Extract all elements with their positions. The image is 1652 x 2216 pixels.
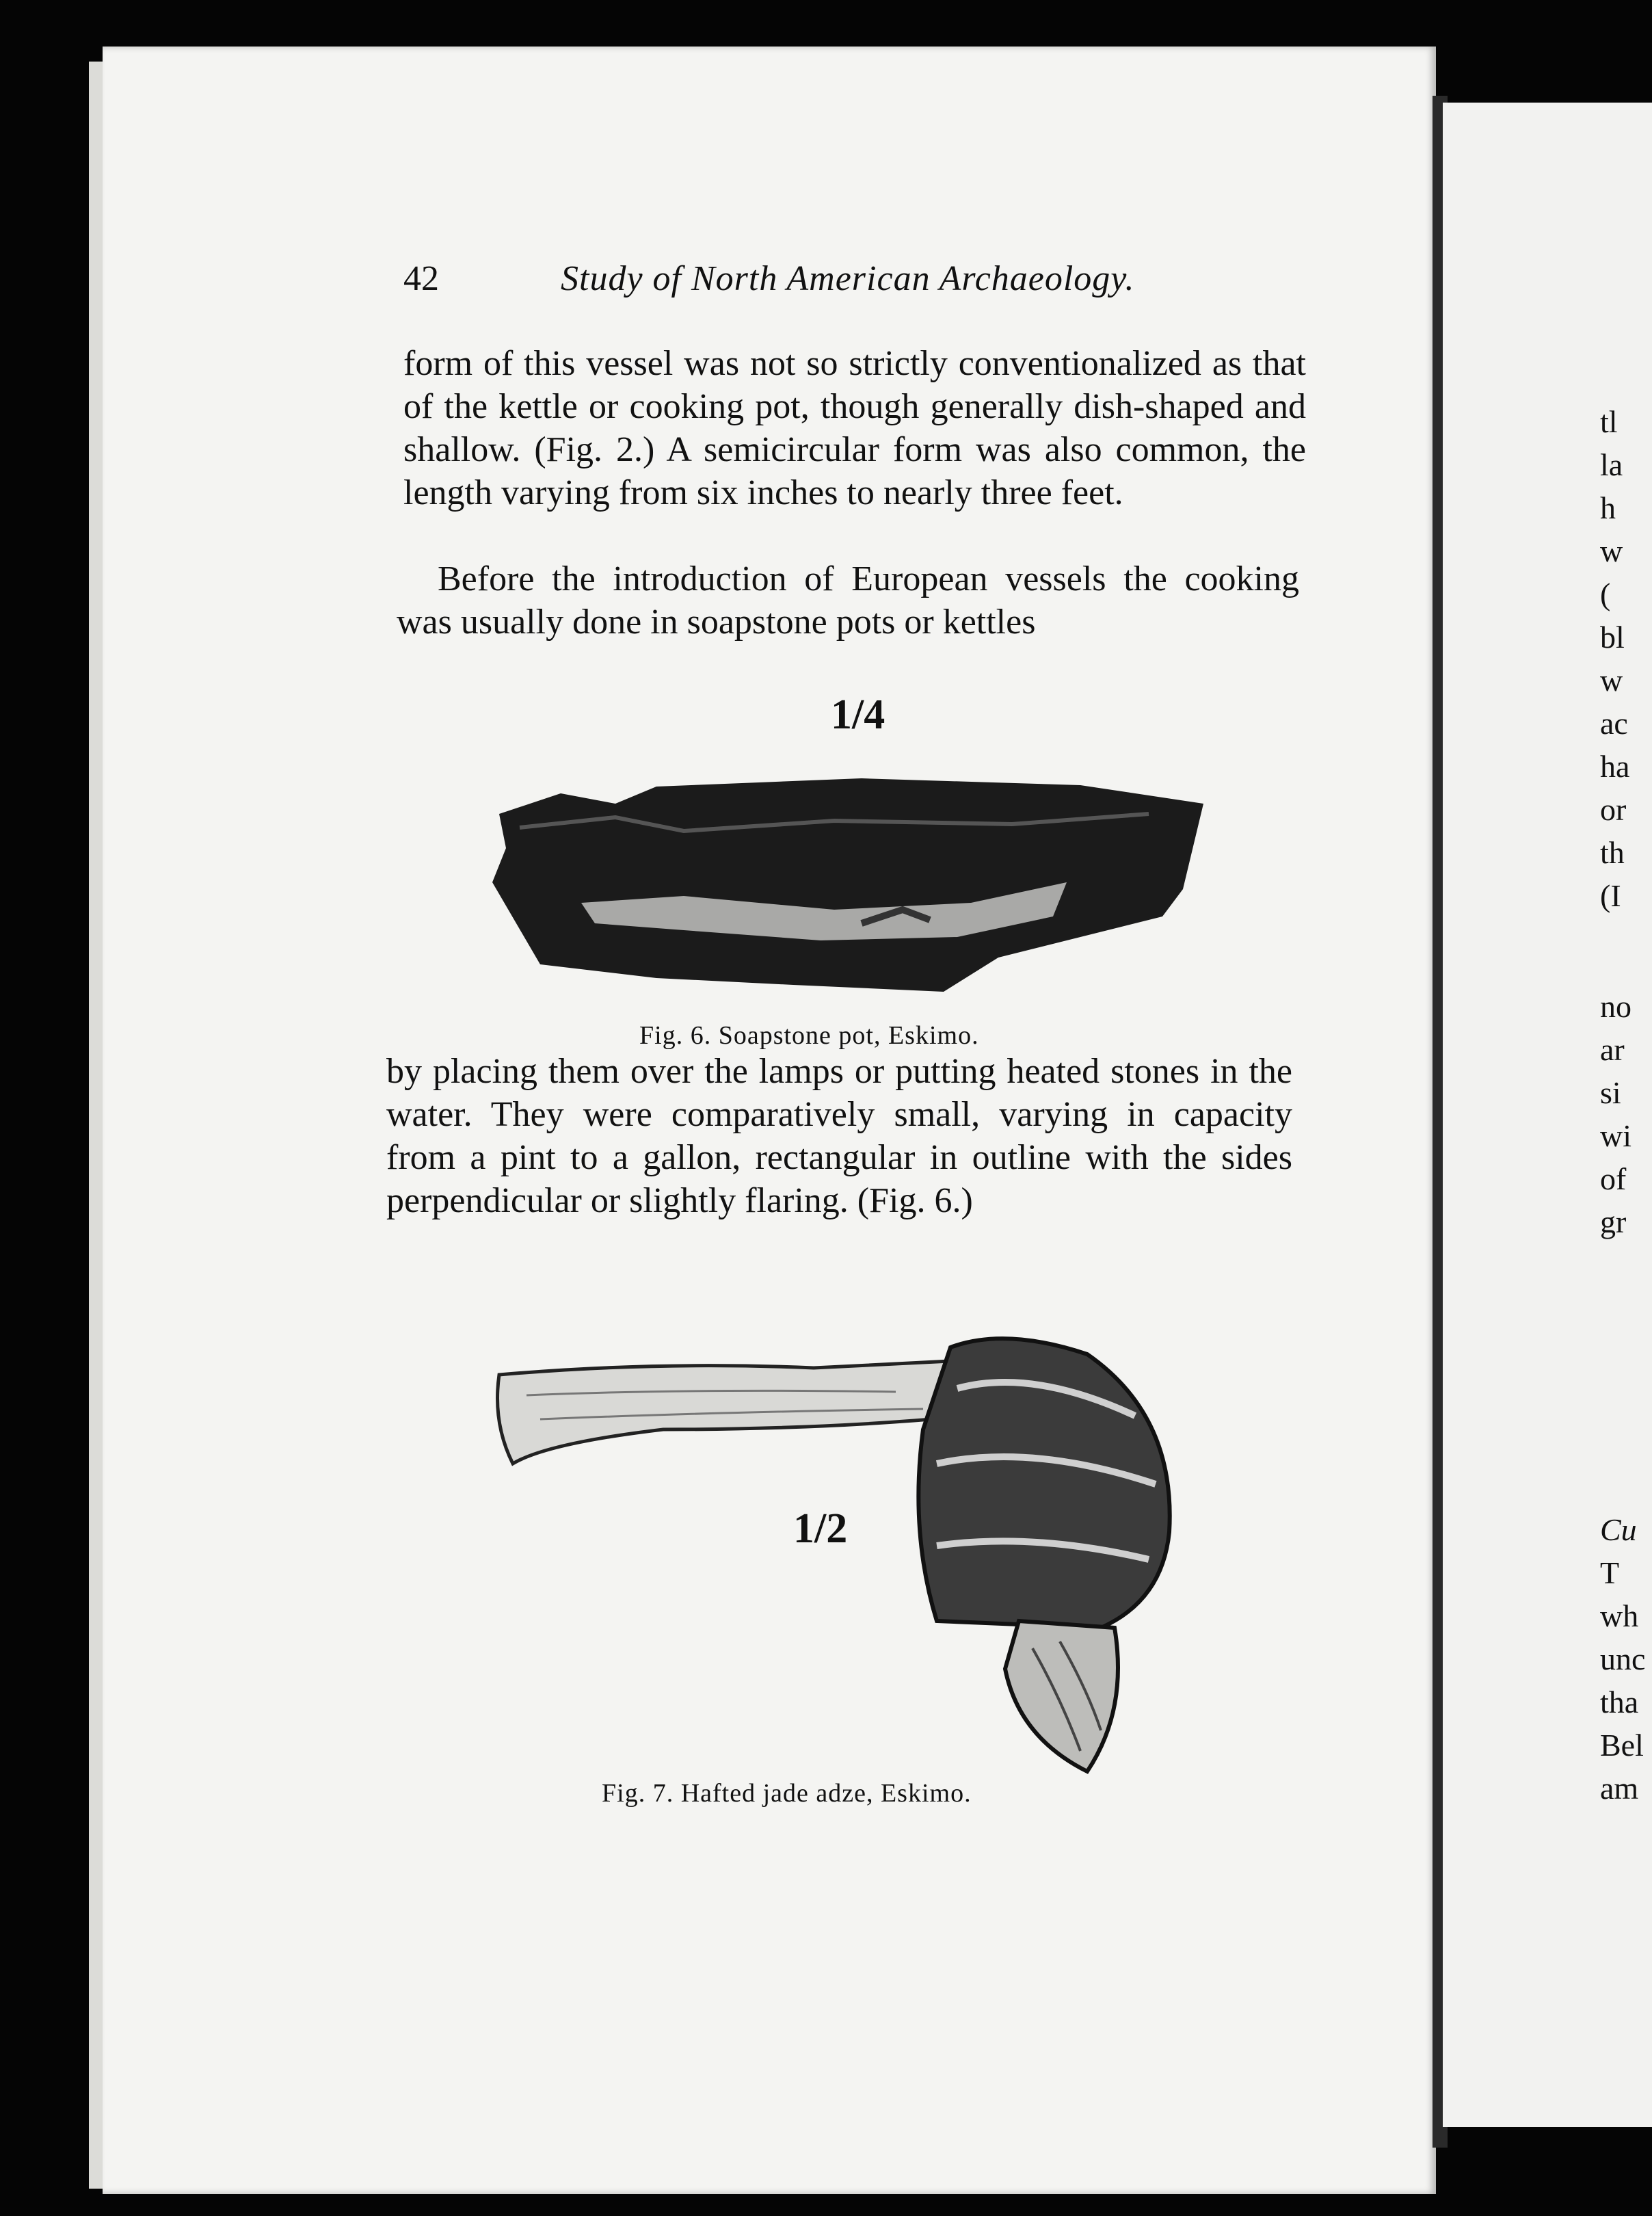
figure-caption: Fig. 6. Soapstone pot, Eskimo. (639, 1021, 979, 1050)
scale-label: 1/2 (793, 1505, 848, 1552)
right-page-text-lines: T wh unc tha Bel am (1600, 1555, 1646, 1806)
scale-label: 1/4 (831, 691, 885, 738)
right-page-text-fragment: no ar si wi of gr (1600, 989, 1631, 1239)
running-title: Study of North American Archaeology. (561, 259, 1135, 298)
paragraph: by placing them over the lamps or putting heated stones in the water. They were comparatively small, varying in capacity from a pint to a gallon, rectangular in outline with the sides perpendicular or slightly flaring. (Fig. 6.) (386, 1052, 1292, 1220)
paragraph: form of this vessel was not so strictly conventionalized as that of the kettle or cooking pot, though generally dish-shaped and shallow. (Fig. 2.) A semicircular form was also common, the length varying from six inches to nearly three feet. (403, 344, 1306, 512)
right-page-text-fragment: tl la h w ( bl w ac ha or th (I (1600, 404, 1630, 913)
soapstone-pot-illustration (479, 766, 1217, 999)
right-page-heading-fragment: Cu (1600, 1512, 1637, 1547)
right-page-text-fragment (1600, 1508, 1645, 1810)
paragraph: Before the introduction of European vessels the cooking was usually done in soapstone pots or kettles (397, 559, 1299, 642)
figure-caption: Fig. 7. Hafted jade adze, Eskimo. (602, 1779, 972, 1808)
page-number: 42 (403, 259, 439, 298)
